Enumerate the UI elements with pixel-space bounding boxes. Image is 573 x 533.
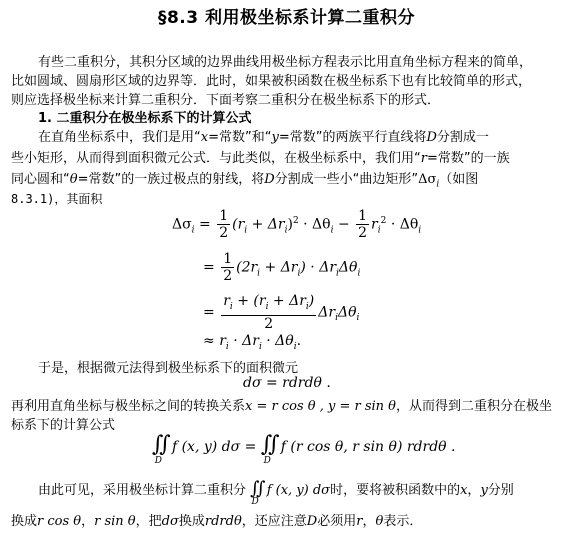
sup: 2 xyxy=(292,215,299,226)
math: r cos θ xyxy=(37,514,82,529)
frac-num: 1 xyxy=(219,208,229,224)
equation-row-4 xyxy=(203,333,301,352)
sub: i xyxy=(330,225,334,236)
term: r xyxy=(371,216,378,233)
text: 同心圆和“ xyxy=(11,172,70,187)
text: ，从而得到二重积分在极坐 xyxy=(396,399,553,414)
para1-line-3 xyxy=(11,168,478,190)
double-integral-symbol: ∬ xyxy=(152,432,165,457)
text: =常数”的两族平行直线将 xyxy=(278,130,427,145)
math-x: x xyxy=(460,483,468,498)
term: Δθ xyxy=(338,259,358,276)
text: 换成 xyxy=(11,514,38,529)
region-D: D xyxy=(251,497,259,507)
text: 时，要将被积函数中的 xyxy=(330,483,461,498)
t: ) xyxy=(308,293,315,309)
sub: i xyxy=(336,268,339,279)
math: dσ xyxy=(161,514,179,529)
text: 分割成一 xyxy=(436,130,489,145)
frac-num xyxy=(221,293,316,316)
math: r sin θ xyxy=(94,514,136,529)
sub: i xyxy=(356,313,360,324)
sup: 2 xyxy=(380,215,387,226)
frac-num: 1 xyxy=(358,208,368,224)
text: =常数”的一族 xyxy=(426,151,510,166)
para3-line-1 xyxy=(38,478,514,507)
text: 些小矩形，从而得到面积微元公式．与此类似，在极坐标系中，我们用“ xyxy=(11,151,421,166)
sub: i xyxy=(265,301,269,312)
term: ) xyxy=(287,216,293,233)
term: ) · Δr xyxy=(300,259,337,276)
para1-line-2 xyxy=(11,147,510,166)
fraction-big xyxy=(221,293,316,332)
text: ，把 xyxy=(135,514,162,529)
text: =常数”的一族过极点的射线，将 xyxy=(77,172,265,187)
double-integral-symbol: ∬ xyxy=(260,432,274,457)
frac-den: 2 xyxy=(219,225,229,241)
text: ， xyxy=(362,514,376,529)
sub: i xyxy=(377,225,381,236)
equation-row-2 xyxy=(203,251,360,284)
sub: i xyxy=(293,341,297,352)
term: + Δr xyxy=(247,216,285,233)
math-theta: θ xyxy=(69,172,78,187)
eq-approx: ≈ xyxy=(203,333,215,349)
sub: i xyxy=(257,268,261,279)
text: 由此可见，采用极坐标计算二重积分 xyxy=(38,483,247,498)
math-x: x xyxy=(200,130,209,145)
area-element-formula: dσ = rdrdθ . xyxy=(243,375,331,391)
equation-row-3 xyxy=(203,293,359,332)
eq-sub: i xyxy=(191,225,195,236)
text: ， xyxy=(81,514,95,529)
sub: i xyxy=(297,268,301,279)
sub: i xyxy=(418,225,422,236)
text: 再利用直角坐标与极坐标之间的转换关系 xyxy=(11,399,246,414)
eq-equals: = xyxy=(199,216,211,233)
fraction-half xyxy=(221,251,234,284)
fraction-half xyxy=(356,208,369,241)
math: rdrdθ xyxy=(204,514,242,529)
intro-line-3: 则应选择极坐标来计算二重积分．下面考察二重积分在极坐标系下的形式． xyxy=(11,93,441,108)
rhs: f (r cos θ, r sin θ) rdrdθ . xyxy=(280,439,456,455)
integral-formula xyxy=(152,432,456,466)
sub: i xyxy=(284,225,288,236)
equation-row-1 xyxy=(172,208,421,241)
term: r xyxy=(219,333,226,349)
term: · Δr xyxy=(228,333,259,349)
sub: i xyxy=(305,301,309,312)
region-D: D xyxy=(263,456,271,466)
period: . xyxy=(296,333,302,349)
term: · Δθ xyxy=(298,216,331,233)
equals: = xyxy=(244,439,257,455)
text: 表示． xyxy=(383,514,423,529)
para2-line-3: 标系下的计算公式 xyxy=(11,418,116,433)
integrand: f (x, y) dσ xyxy=(266,483,331,498)
math-D: D xyxy=(264,172,275,187)
fraction-half xyxy=(217,208,230,241)
sub: i xyxy=(244,225,248,236)
term: Δr xyxy=(318,304,336,321)
frac-den: 2 xyxy=(223,268,233,284)
term: (2r xyxy=(236,259,258,276)
term: · Δθ xyxy=(261,333,294,349)
sub: i xyxy=(225,341,229,352)
eq-lhs: Δσ xyxy=(172,216,192,233)
text: 换成 xyxy=(178,514,205,529)
section-heading: 1. 二重积分在极坐标系下的计算公式 xyxy=(38,111,252,126)
minus: − xyxy=(337,216,350,233)
term: · Δθ xyxy=(386,216,419,233)
text: 分别 xyxy=(487,483,514,498)
sub: i xyxy=(335,313,338,324)
t: + Δr xyxy=(268,293,306,309)
text: 必须用 xyxy=(317,514,357,529)
text: （如图 xyxy=(439,172,479,187)
sub: i xyxy=(258,341,262,352)
math-transform: x = r cos θ , y = r sin θ xyxy=(245,399,396,414)
double-integral-symbol: ∬ xyxy=(250,478,260,499)
sub: i xyxy=(357,268,361,279)
intro-line-1: 有些二重积分，其积分区域的边界曲线用极坐标方程表示比用直角坐标方程来的简单， xyxy=(38,55,533,70)
text: 分割成一些小“曲边矩形” xyxy=(274,172,419,187)
text: 在直角坐标系中，我们是用“ xyxy=(38,130,201,145)
math-y: y xyxy=(480,483,488,498)
text: ，还应注意 xyxy=(241,514,307,529)
math-theta: θ xyxy=(375,514,384,529)
lhs: f (x, y) dσ xyxy=(171,439,241,455)
t: + (r xyxy=(232,293,266,309)
math-delta-sigma: Δσ xyxy=(418,172,437,187)
math-sub: i xyxy=(436,179,440,190)
math-D: D xyxy=(426,130,437,145)
para1-line-4: 8.3.1)，其面积 xyxy=(11,192,103,206)
text: =常数”和“ xyxy=(208,130,272,145)
math-r: r xyxy=(356,514,363,529)
para2-line-1: 于是，根据微元法得到极坐标系下的面积微元 xyxy=(38,361,299,376)
frac-den: 2 xyxy=(358,225,368,241)
para2-line-2 xyxy=(11,395,552,414)
region-D: D xyxy=(154,456,162,466)
math-D: D xyxy=(306,514,318,529)
term: + Δr xyxy=(260,259,298,276)
page-title: §8.3 利用极坐标系计算二重积分 xyxy=(157,8,416,28)
math-r: r xyxy=(420,151,427,166)
eq-equals: = xyxy=(203,259,215,276)
frac-den: 2 xyxy=(264,315,274,332)
para3-line-2 xyxy=(11,510,422,529)
para1-line-1 xyxy=(38,126,489,145)
term: (r xyxy=(232,216,245,233)
text: ， xyxy=(467,483,481,498)
sub: i xyxy=(229,301,233,312)
eq-equals: = xyxy=(203,304,215,321)
frac-num: 1 xyxy=(223,251,233,267)
intro-line-2: 比如圆域、圆扇形区域的边界等．此时，如果被积函数在极坐标系下也有比较简单的形式， xyxy=(11,74,532,89)
term: Δθ xyxy=(337,304,357,321)
t: r xyxy=(223,293,230,309)
math-y: y xyxy=(271,130,279,145)
